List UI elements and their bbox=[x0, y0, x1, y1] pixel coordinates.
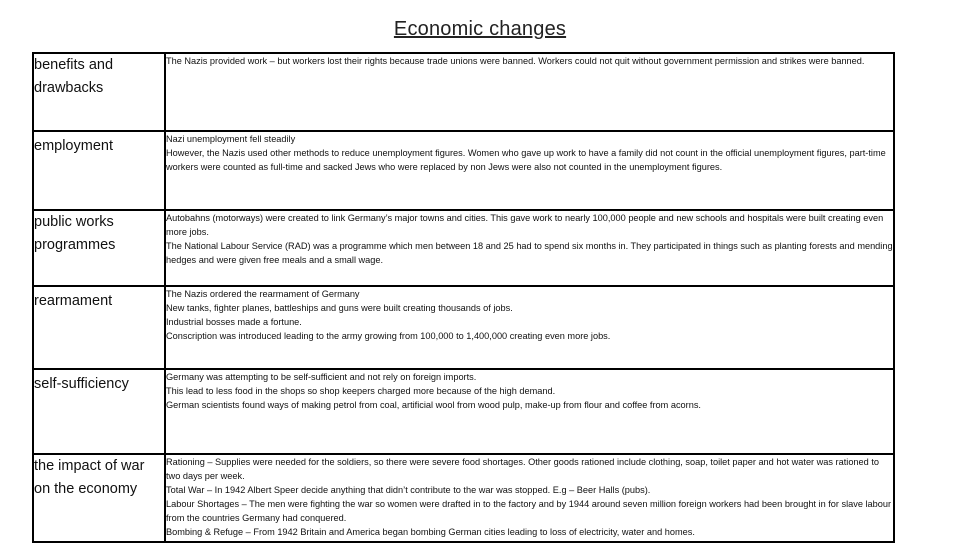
detail-line: This lead to less food in the shops so shop keepers charged more because of the high demand. bbox=[166, 386, 556, 396]
detail-cell bbox=[165, 286, 894, 369]
table-row bbox=[33, 53, 894, 131]
detail-line: Autobahns (motorways) were created to link Germany’s major towns and cities. This gave work to nearly 100,000 people and new schools and hospitals were built creating even more jobs. bbox=[166, 213, 884, 237]
detail-line: Germany was attempting to be self-sufficient and not rely on foreign imports. bbox=[166, 372, 477, 382]
detail-cell bbox=[165, 210, 894, 286]
detail-line: New tanks, fighter planes, battleships and guns were built creating thousands of jobs. bbox=[166, 303, 513, 313]
table-row bbox=[33, 369, 894, 454]
topic-cell: employment bbox=[33, 131, 165, 210]
table-row bbox=[33, 210, 894, 286]
detail-cell bbox=[165, 53, 894, 131]
table-row bbox=[33, 131, 894, 210]
topic-cell: self-sufficiency bbox=[33, 369, 165, 454]
economic-changes-table bbox=[32, 52, 895, 543]
detail-line: German scientists found ways of making petrol from coal, artificial wool from wood pulp, make-up from flour and coffee from acorns. bbox=[166, 400, 701, 410]
detail-line: The Nazis ordered the rearmament of Germany bbox=[166, 289, 360, 299]
topic-cell: public works programmes bbox=[33, 210, 165, 286]
topic-cell: rearmament bbox=[33, 286, 165, 369]
detail-line: The Nazis provided work – but workers lost their rights because trade unions were banned. Workers could not quit without government permission and strikes were banned. bbox=[166, 56, 865, 66]
detail-line: However, the Nazis used other methods to reduce unemployment figures. Women who gave up work to have a family did not count in the official unemployment figures, part-time workers were counted as full-time and sacked Jews who were replaced by non Jews were also not counted in the unemployment figures. bbox=[166, 148, 886, 172]
topic-cell: benefits and drawbacks bbox=[33, 53, 165, 131]
detail-line: Nazi unemployment fell steadily bbox=[166, 134, 296, 144]
detail-line: Industrial bosses made a fortune. bbox=[166, 317, 302, 327]
detail-line: Rationing – Supplies were needed for the soldiers, so there were severe food shortages. Other goods rationed include clothing, soap, toilet paper and hot water was rationed to two days per week. bbox=[166, 457, 879, 481]
table-row bbox=[33, 454, 894, 542]
detail-cell bbox=[165, 131, 894, 210]
detail-cell bbox=[165, 454, 894, 542]
detail-line: Bombing & Refuge – From 1942 Britain and America began bombing German cities leading to loss of electricity, water and homes. bbox=[166, 527, 695, 537]
detail-line: Total War – In 1942 Albert Speer decide anything that didn’t contribute to the war was stopped. E.g – Beer Halls (pubs). bbox=[166, 485, 651, 495]
detail-line: The National Labour Service (RAD) was a programme which men between 18 and 25 had to spend six months in. They participated in things such as planting forests and mending hedges and were given free meals and a small wage. bbox=[166, 241, 893, 265]
table-row bbox=[33, 286, 894, 369]
topic-cell: the impact of war on the economy bbox=[33, 454, 165, 542]
page-title: Economic changes bbox=[393, 18, 567, 40]
detail-cell bbox=[165, 369, 894, 454]
detail-line: Conscription was introduced leading to the army growing from 100,000 to 1,400,000 creating even more jobs. bbox=[166, 331, 611, 341]
detail-line: Labour Shortages – The men were fighting the war so women were drafted in to the factory and by 1944 around seven million foreign workers had been brought in for slave labour from the countries Germany had conquered. bbox=[166, 499, 892, 523]
